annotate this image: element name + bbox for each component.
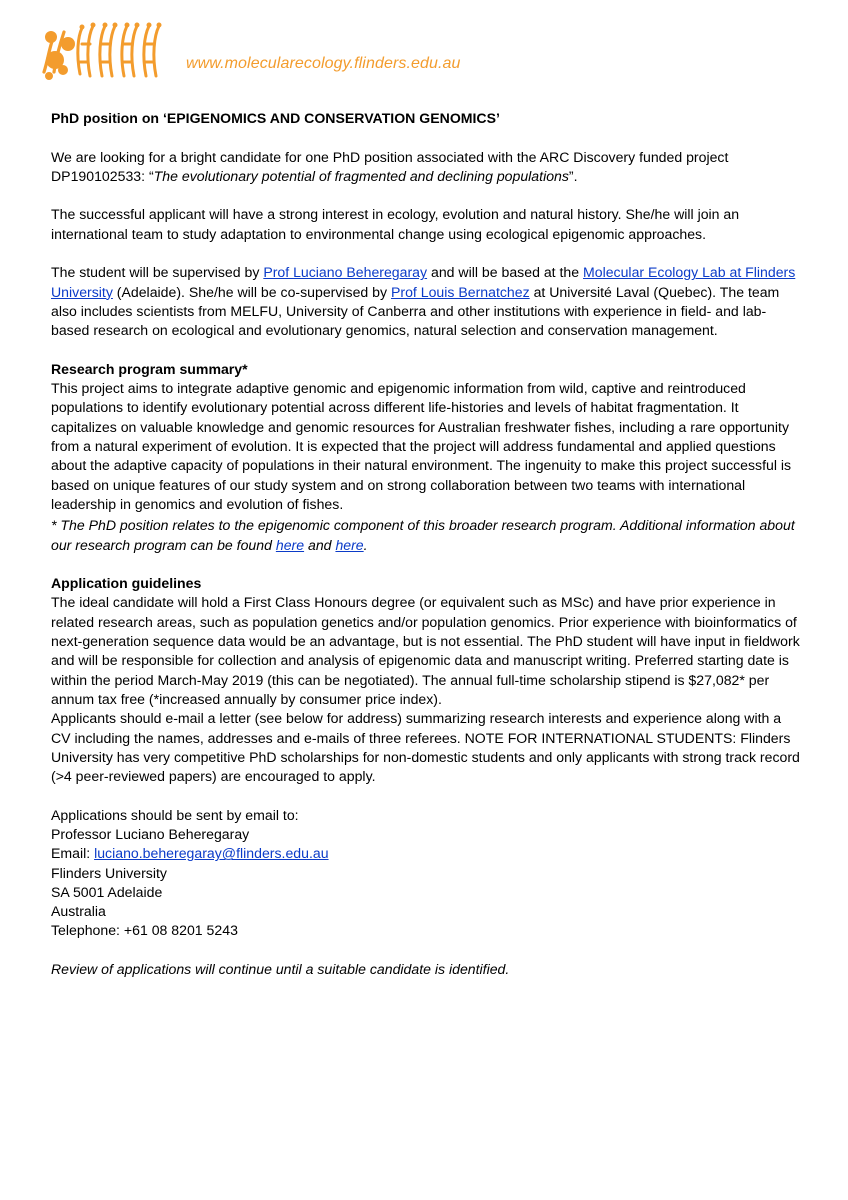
research-body: This project aims to integrate adaptive genomic and epigenomic information from wild, captive and reintroduced populations to identify evolutionary potential across different life-histories and levels of habitat fragmentation. It capitalizes on valuable knowledge and genomic resources for Australian freshwater fishes, including a rare opportunity from a natural experiment of evolution. It is expected that the project will address fundamental and applied questions about the adaptive capacity of populations in their natural environment. The ingenuity to make this project successful is based on unique features of our study system and on strong collaboration between two teams with international leadership in genomics and evolution of fishes. bbox=[51, 380, 792, 512]
website-url[interactable]: www.molecularecology.flinders.edu.au bbox=[186, 55, 461, 72]
contact-org: Flinders University bbox=[51, 864, 167, 881]
application-heading: Application guidelines bbox=[51, 575, 202, 592]
application-body-1: The ideal candidate will hold a First Class Honours degree (or equivalent such as MSc) and have prior experience in related research areas, such as population genetics and/or population genomics. Prior experience with bioinformatics of next-generation sequence data would be an advantage, but is not essential. The PhD student will have input in fieldwork and will be responsible for collection and analysis of epigenomic data and manuscript writing. Preferred starting date is within the period March-May 2019 (this can be negotiated). The annual full-time scholarship stipend is $27,082* per annum tax free (*increased annually by consumer price index). bbox=[51, 594, 800, 707]
research-note bbox=[51, 516, 801, 555]
research-heading: Research program summary* bbox=[51, 360, 248, 377]
contact-city: SA 5001 Adelaide bbox=[51, 883, 163, 900]
research-section bbox=[51, 360, 801, 514]
supervision-text-3: (Adelaide). She/he will be co-supervised by bbox=[112, 283, 391, 300]
closing-note: Review of applications will continue until a suitable candidate is identified. bbox=[51, 961, 510, 978]
page-title: PhD position on ‘EPIGENOMICS AND CONSERVATION GENOMICS’ bbox=[51, 110, 500, 126]
research-note-and: and bbox=[304, 536, 336, 553]
research-note-text: * The PhD position relates to the epigenomic component of this broader research program. Additional information about our research program can be found bbox=[51, 517, 795, 553]
contact-block bbox=[51, 806, 801, 941]
supervision-text-1: The student will be supervised by bbox=[51, 264, 264, 281]
contact-email-label: Email: bbox=[51, 845, 95, 862]
intro-text-1: We are looking for a bright candidate for one PhD position associated with the ARC Discovery funded project DP190102533: “ bbox=[51, 148, 729, 184]
co-supervisor-link[interactable]: Prof Louis Bernatchez bbox=[390, 283, 530, 300]
here-link-2[interactable]: here bbox=[335, 536, 364, 553]
contact-country: Australia bbox=[51, 903, 106, 920]
application-section bbox=[51, 574, 801, 786]
supervision-text-4: at Université Laval (Quebec). The team also includes scientists from MELFU, University of Canberra and other institutions with experience in field- and lab-based research on ecological and evolutionary genomics, natural selection and conservation management. bbox=[51, 283, 780, 339]
contact-email-link[interactable]: luciano.beheregaray@flinders.edu.au bbox=[94, 845, 329, 862]
lab-link[interactable]: Molecular Ecology Lab at Flinders University bbox=[51, 264, 796, 300]
application-body-2: Applicants should e-mail a letter (see below for address) summarizing research interests and experience along with a CV including the names, addresses and e-mails of three referees. NOTE FOR INTERNATIONAL STUDENTS: Flinders University has very competitive PhD scholarships for non-domestic students and only applicants with strong track record (>4 peer-reviewed papers) are encouraged to apply. bbox=[51, 710, 800, 785]
supervision-text-2: and will be based at the bbox=[427, 264, 583, 281]
contact-email-line bbox=[51, 844, 801, 863]
research-note-end: . bbox=[363, 536, 368, 553]
document-body bbox=[51, 109, 801, 999]
project-title: The evolutionary potential of fragmented and declining populations bbox=[153, 167, 569, 184]
applicant-paragraph: The successful applicant will have a strong interest in ecology, evolution and natural history. She/he will join an international team to study adaptation to environmental change using ecological epigenomic approaches. bbox=[51, 206, 740, 242]
intro-paragraph bbox=[51, 148, 801, 187]
supervisor-link[interactable]: Prof Luciano Beheregaray bbox=[263, 264, 428, 281]
here-link-1[interactable]: here bbox=[275, 536, 305, 553]
supervision-paragraph bbox=[51, 263, 801, 340]
contact-intro: Applications should be sent by email to: bbox=[51, 806, 299, 823]
contact-name: Professor Luciano Beheregaray bbox=[51, 825, 250, 842]
intro-text-2: ”. bbox=[568, 167, 578, 184]
molecular-ecology-logo bbox=[38, 14, 178, 84]
contact-phone: Telephone: +61 08 8201 5243 bbox=[51, 922, 238, 939]
